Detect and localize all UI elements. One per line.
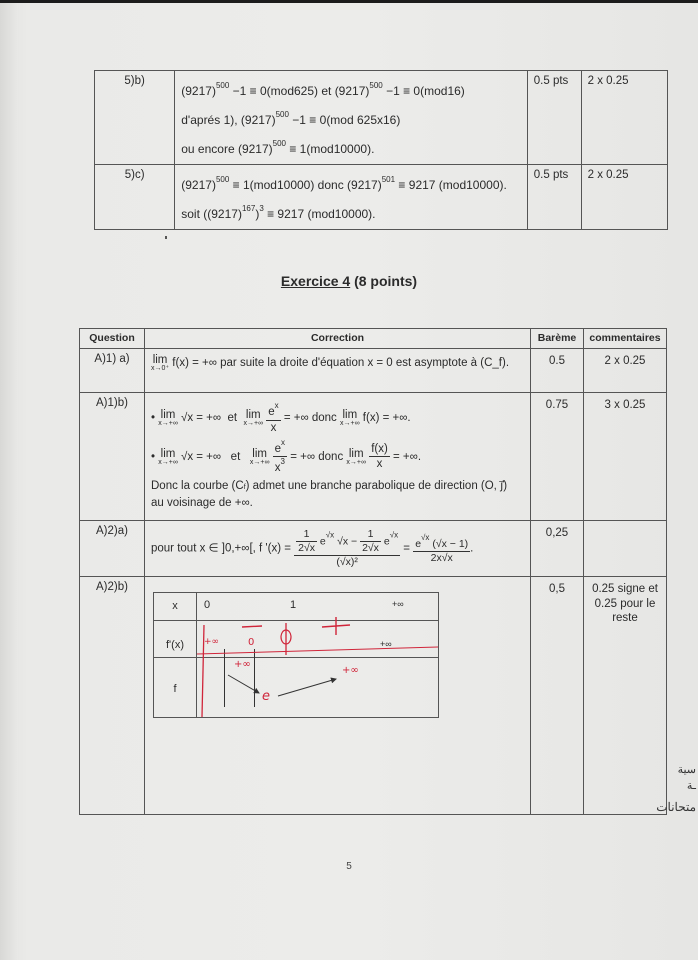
limit-value: f(x) = +∞ xyxy=(172,357,217,370)
top-correction-table xyxy=(94,70,668,230)
correction-line: d'aprés 1), $(9217)^{500} -1 \equiv 0(mod$ 625x16) xyxy=(181,110,401,127)
header-commentaires: commentaires xyxy=(584,329,667,349)
handwritten-left-limit-fprime: +∞ xyxy=(204,637,220,648)
question-cell: 5)c) xyxy=(95,165,175,230)
exercise-points: (8 points) xyxy=(354,273,418,289)
correction-line: ou encore $(9217)^{500} \equiv 1(mod10000)$. xyxy=(181,139,375,156)
table-row xyxy=(95,71,668,165)
exercise-title xyxy=(0,273,698,289)
bareme-cell: 0.5 pts xyxy=(527,165,581,230)
handwritten-f-min: e xyxy=(262,689,270,705)
header-correction: Correction xyxy=(145,329,531,349)
table-row xyxy=(80,393,667,521)
commentaires-cell: 2 x 0.25 xyxy=(581,165,667,230)
limit-expression: lim x→0⁺ xyxy=(151,354,170,373)
table-row xyxy=(80,349,667,393)
correction-line: $(9217)^{500} \equiv 1(mod10000)$ donc $(9217)^{501} \equiv 9217$ (mod10000). xyxy=(181,175,507,192)
bareme-cell: 0.5 pts xyxy=(527,71,581,165)
commentaires-cell xyxy=(584,521,667,577)
correction-cell xyxy=(175,165,528,230)
page-number: 5 xyxy=(346,861,352,872)
correction-line: au voisinage de +∞. xyxy=(151,497,253,509)
x-value-1: 1 xyxy=(290,599,297,612)
table-header-row xyxy=(80,329,667,349)
handwritten-f-right-limit: +∞ xyxy=(342,665,359,677)
derivative-formula: pour tout x ∈ ]0,+∞[, f '(x) = $\frac{1}{2√x}$ $e^{√x}$ √x − $\frac{1}{2√x}$ $e^{√x}$ (√x)² = $\frac{e^{√x} (√x - 1)}{2x√x}$ . xyxy=(151,528,474,569)
table-row xyxy=(80,521,667,577)
document-page xyxy=(0,3,698,960)
bareme-cell: 0,5 xyxy=(531,577,584,815)
correction-line: soit $((9217)^{167})^3 \equiv 9217$ (mod10000). xyxy=(181,204,376,221)
correction-cell xyxy=(175,71,528,165)
bareme-cell: 0,25 xyxy=(531,521,584,577)
handwritten-zero: 0 xyxy=(248,637,255,649)
table-row xyxy=(95,165,668,230)
commentaires-cell: 0.25 signe et 0.25 pour le reste xyxy=(584,577,667,815)
x-value-infinity: +∞ xyxy=(392,599,404,610)
exercise4-correction-table xyxy=(79,328,667,815)
commentaires-cell: 2 x 0.25 xyxy=(581,71,667,165)
printed-fprime-value: +∞ xyxy=(380,639,392,650)
question-cell: A)1)b) xyxy=(80,393,145,521)
speck xyxy=(165,236,167,239)
bareme-cell: 0.5 xyxy=(531,349,584,393)
bareme-cell: 0.75 xyxy=(531,393,584,521)
margin-arabic-text: سية xyxy=(677,764,696,776)
question-cell: 5)b) xyxy=(95,71,175,165)
table-row xyxy=(80,577,667,815)
question-cell: A)2)b) xyxy=(80,577,145,815)
correction-line: • lim x→+∞ √x = +∞ et lim x→+∞ $\frac{e^x}{x^3}$ = +∞ donc lim x→+∞ $\frac{f(x)}{x}$ = +∞. xyxy=(151,437,422,475)
correction-line: • lim x→+∞ √x = +∞ et lim x→+∞ $\frac{e^x}{x}$ = +∞ donc lim x→+∞ f(x) = +∞. xyxy=(151,401,411,434)
correction-text: par suite la droite d'équation x = 0 est asymptote à (C_f). xyxy=(220,357,510,370)
x-value-0: 0 xyxy=(204,599,211,612)
label-x: x xyxy=(172,600,178,613)
variation-table xyxy=(153,592,439,718)
margin-arabic-text: ـة xyxy=(686,780,696,792)
header-question: Question xyxy=(80,329,145,349)
commentaires-cell: 3 x 0.25 xyxy=(584,393,667,521)
commentaires-cell: 2 x 0.25 xyxy=(584,349,667,393)
question-cell: A)2)a) xyxy=(80,521,145,577)
correction-line: Donc la courbe (Cf) admet une branche parabolique de direction (O, j⃗) xyxy=(151,479,508,492)
question-cell: A)1) a) xyxy=(80,349,145,393)
correction-cell xyxy=(145,577,531,815)
exercise-title-label: Exercice 4 xyxy=(280,273,351,289)
correction-cell xyxy=(145,521,531,577)
correction-line: $(9217)^{500} -1 \equiv 0(mod625)$ et $(9217)^{500} -1 \equiv 0(mod16)$ xyxy=(181,81,465,98)
correction-cell xyxy=(145,349,531,393)
header-bareme: Barème xyxy=(531,329,584,349)
handwritten-f-left-limit: +∞ xyxy=(234,659,251,671)
margin-arabic-text: متحانات xyxy=(656,800,696,814)
label-fprime: f'(x) xyxy=(166,639,184,652)
label-f: f xyxy=(173,683,177,696)
variation-arrows xyxy=(154,593,438,717)
correction-cell xyxy=(145,393,531,521)
